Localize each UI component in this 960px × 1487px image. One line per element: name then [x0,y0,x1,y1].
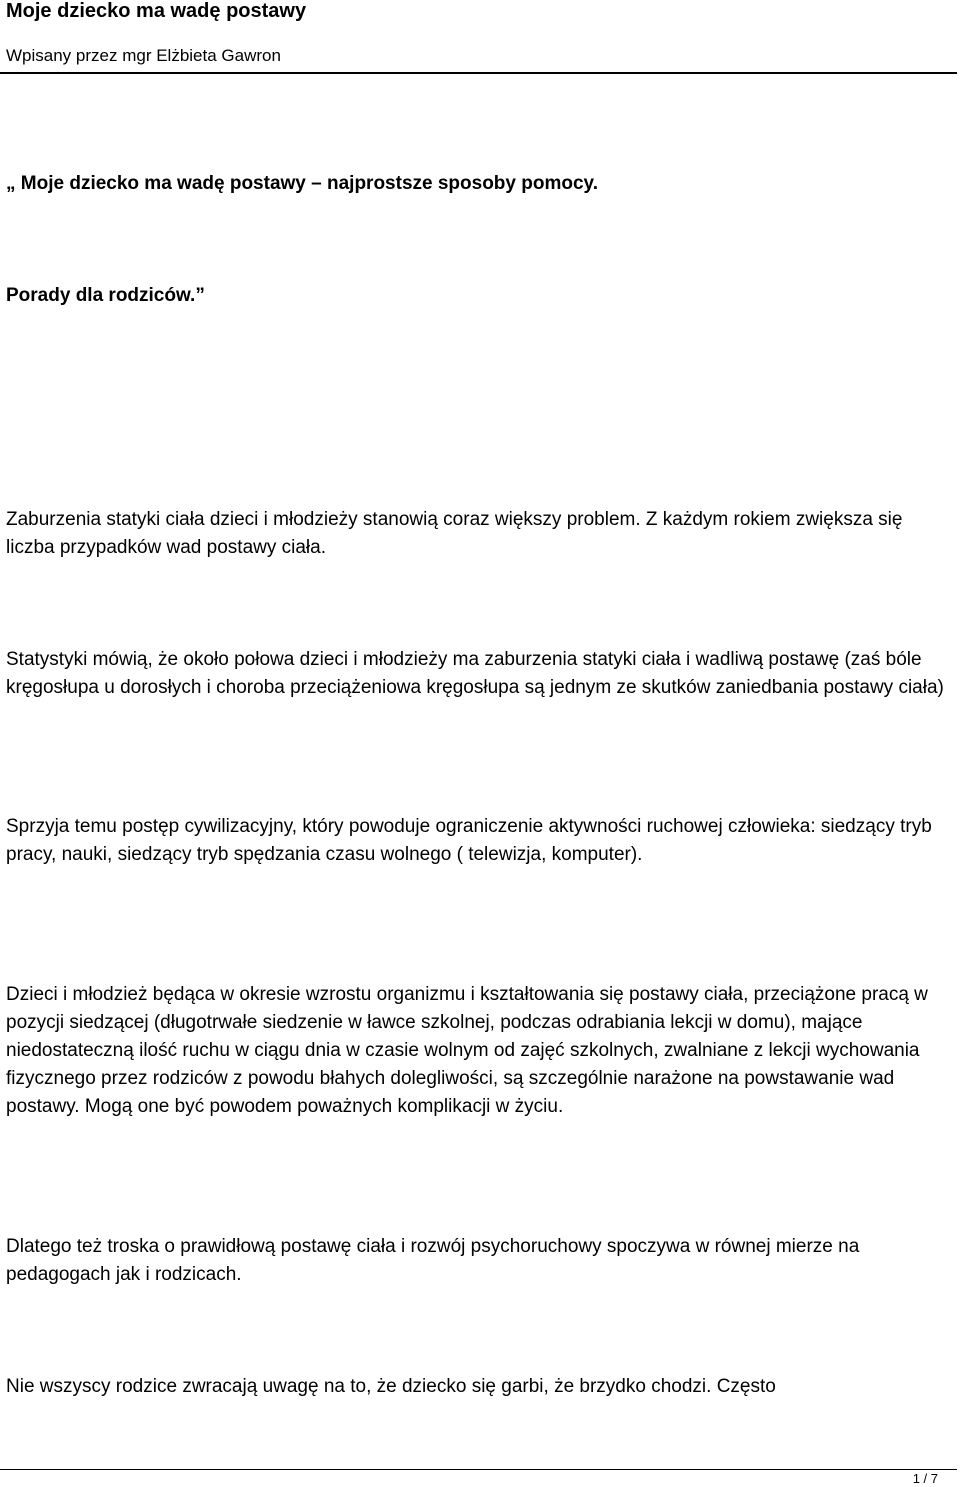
page-number: 1 / 7 [912,1471,938,1486]
paragraph-parents: Nie wszyscy rodzice zwracają uwagę na to, że dziecko się garbi, że brzydko chodzi. Często [6,1376,776,1397]
document-author: Wpisany przez mgr Elżbieta Gawron [6,46,281,65]
document-title: Moje dziecko ma wadę postawy [6,0,307,22]
paragraph-care: Dlatego też troska o prawidłową postawę ciała i rozwój psychoruchowy spoczywa w równej mierze na pedagogach jak i rodzicach. [6,1236,860,1285]
article-subheading: Porady dla rodziców.” [6,285,205,306]
article-heading: „ Moje dziecko ma wadę postawy – najprostsze sposoby pomocy. [6,173,598,194]
paragraph-statistics: Statystyki mówią, że około połowa dzieci i młodzieży ma zaburzenia statyki ciała i wadliwą postawę (zaś bóle kręgosłupa u dorosłych i choroba przeciążeniowa kręgosłupa są jednym ze skutków zaniedbania postawy ciała) [6,649,944,698]
paragraph-intro: Zaburzenia statyki ciała dzieci i młodzieży stanowią coraz większy problem. Z każdym rokiem zwiększa się liczba przypadków wad postawy ciała. [6,509,903,558]
paragraph-civilization: Sprzyja temu postęp cywilizacyjny, który powoduje ograniczenie aktywności ruchowej człowieka: siedzący tryb pracy, nauki, siedzący tryb spędzania czasu wolnego ( telewizja, komputer). [6,816,932,865]
paragraph-children: Dzieci i młodzież będąca w okresie wzrostu organizmu i kształtowania się postawy ciała, przeciążone pracą w pozycji siedzącej (długotrwałe siedzenie w ławce szkolnej, podczas odrabiania lekcji w domu), mające niedostateczną ilość ruchu w ciągu dnia w czasie wolnym od zajęć szkolnych, zwalniane z lekcji wychowania fizycznego przez rodziców z powodu błahych dolegliwości, są szczególnie narażone na powstawanie wad postawy. Mogą one być powodem poważnych komplikacji w życiu. [6,984,928,1117]
header-divider [0,72,957,74]
footer-divider [0,1469,957,1470]
